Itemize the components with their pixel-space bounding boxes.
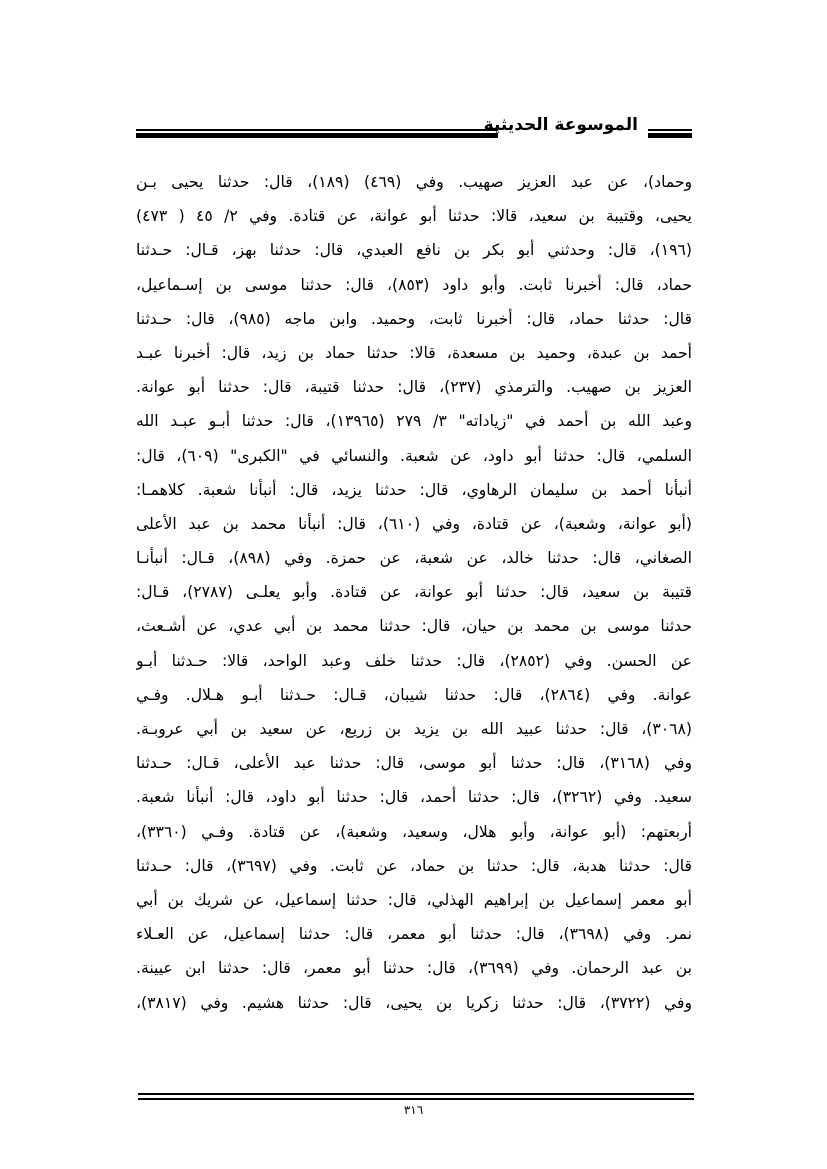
text-line: بن عبد الرحمان. وفي (٣٦٩٩)، قال: حدثنا أبو معمر، قال: حدثنا ابن عيينة. — [136, 959, 692, 978]
text-line: السلمي، قال: حدثنا أبو داود، عن شعبة. والنسائي في "الكبرى" (٦٠٩)، قال: — [136, 446, 692, 465]
text-line: قتيبة بن سعيد، قال: حدثنا أبو عوانة، عن قتادة. وأبو يعلـى (٢٧٨٧)، قـال: — [136, 583, 692, 602]
header-rule-right — [648, 129, 692, 131]
footer-rule-double — [138, 1098, 694, 1100]
text-line: وحماد)، عن عبد العزيز صهيب. وفي (٤٦٩) (١٨٩)، قال: حدثنا يحيى بـن — [136, 173, 692, 191]
text-line: أربعتهم: (أبو عوانة، وأبو هلال، وسعيد، وشعبة)، عن قتادة. وفـي (٣٣٦٠)، — [136, 822, 692, 841]
header-rule-right-thick — [648, 133, 692, 138]
footer-rule — [138, 1093, 694, 1095]
text-line: وفي (٣٧٢٢)، قال: حدثنا زكريا بن يحيى، قال: حدثنا هشيم. وفي (٣٨١٧)، — [136, 993, 692, 1012]
text-line: العزيز بن صهيب. والترمذي (٢٣٧)، قال: حدثنا قتيبة، قال: حدثنا أبو عوانة. — [136, 378, 692, 397]
text-line: أبو معمر إسماعيل بن إبراهيم الهذلي، قال: حدثنا إسماعيل، عن شريك بن أبي — [136, 890, 692, 909]
text-line: نمر. وفي (٣٦٩٨)، قال: حدثنا أبو معمر، قال: حدثنا إسماعيل، عن العـلاء — [136, 925, 692, 944]
page-number: ٣١٦ — [403, 1103, 424, 1117]
text-line: وفي (٣١٦٨)، قال: حدثنا أبو موسى، قال: حدثنا عبد الأعلى، قـال: حـدثنا — [136, 754, 692, 773]
text-line: قال: حدثنا هدبة، قال: حدثنا بن حماد، عن ثابت. وفي (٣٦٩٧)، قال: حـدثنا — [136, 856, 692, 875]
text-line: عوانة. وفي (٢٨٦٤)، قال: حدثنا شيبان، قـال: حـدثنا أبـو هـلال. وفـي — [136, 685, 692, 704]
page-header — [136, 112, 692, 142]
text-line: أحمد بن عبدة، وحميد بن مسعدة، قالا: حدثنا حماد بن زيد، قال: أخبرنا عبـد — [136, 343, 692, 362]
text-line: (١٩٦)، قال: وحدثني أبو بكر بن نافع العبدي، قال: حدثنا بهز، قـال: حـدثنا — [136, 241, 692, 260]
text-line: عن الحسن. وفي (٢٨٥٢)، قال: حدثنا خلف وعبد الواحد، قالا: حـدثنا أبـو — [136, 651, 692, 670]
text-line: قال: حدثنا حماد، قال: أخبرنا ثابت، وحميد. وابن ماجه (٩٨٥)، قال: حـدثنا — [136, 309, 692, 328]
text-line: (أبو عوانة، وشعبة)، عن قتادة، وفي (٦١٠)، قال: أنبأنا محمد بن عبد الأعلى — [136, 514, 692, 533]
text-line: الصغاني، قال: حدثنا خالد، عن شعبة، عن حمزة. وفي (٨٩٨)، قـال: أنبأنـا — [136, 549, 692, 568]
text-line: أنبأنا أحمد بن سليمان الرهاوي، قال: حدثنا يزيد، قال: أنبأنا شعبة. كلاهمـا: — [136, 480, 692, 499]
text-line: سعيد. وفي (٣٢٦٢)، قال: حدثنا أحمد، قال: حدثنا أبو داود، قال: أنبأنا شعبة. — [136, 788, 692, 807]
text-line: يحيى، وقتيبة بن سعيد، قالا: حدثنا أبو عوانة، عن قتادة. وفي ٢/ ٤٥ ( ٤٧٣) — [136, 207, 692, 226]
header-rule-left-thick — [136, 133, 498, 138]
running-title: الموسوعة الحديثية — [483, 115, 638, 135]
text-line: وعبد الله بن أحمد في "زياداته" ٣/ ٢٧٩ (١٣٩٦٥)، قال: حدثنا أبـو عبـد الله — [136, 412, 692, 431]
header-rule-left — [136, 129, 498, 131]
text-line: حدثنا موسى بن محمد بن حيان، قال: حدثنا محمد بن أبي عدي، عن أشـعث، — [136, 617, 692, 636]
body-text — [136, 165, 692, 1020]
text-line: (٣٠٦٨)، قال: حدثنا عبيد الله بن يزيد بن زريع، عن سعيد بن أبي عروبـة. — [136, 720, 692, 738]
text-line: حماد، قال: أخبرنا ثابت. وأبو داود (٨٥٣)، قال: حدثنا موسى بن إسـماعيل، — [136, 275, 692, 294]
